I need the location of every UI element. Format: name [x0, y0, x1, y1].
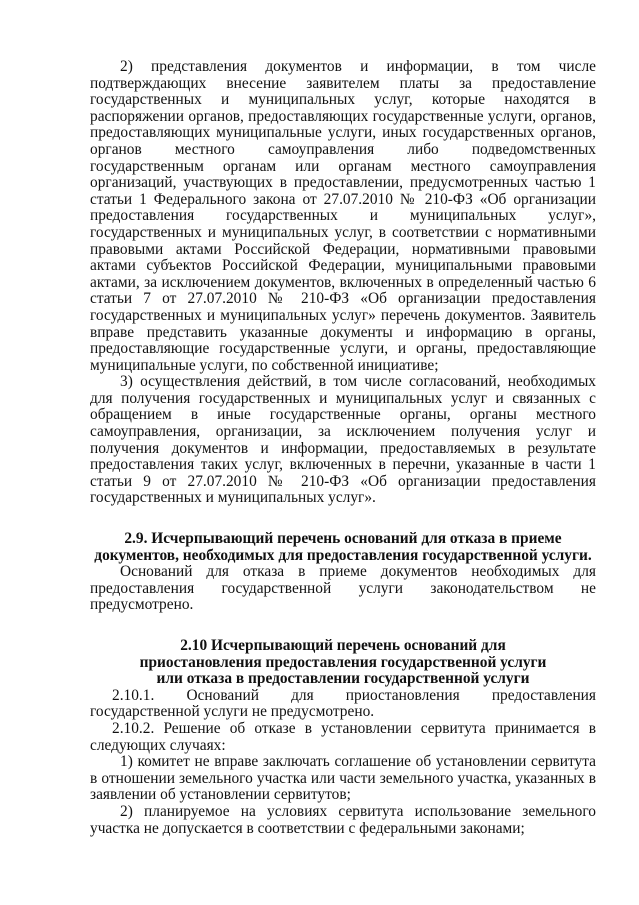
- paragraph-item-3: 3) осуществления действий, в том числе согласований, необходимых для получения государственных и муниципальных услуг и связанных с обращением в иные государственные органы, органы местного самоуправления, организации, за исключением получения услуг и получения документов и информации, предоставляемых в результате предоставления таких услуг, включенных в перечни, указанные в части 1 статьи 9 от 27.07.2010 № 210-ФЗ «Об организации предоставления государственных и муниципальных услуг».: [90, 373, 596, 507]
- section-2-10-1: 2.10.1. Оснований для приостановления предоставления государственной услуги не предусмотрено.: [90, 686, 596, 721]
- section-2-9-heading-line: 2.9. Исчерпывающий перечень оснований для отказа в приеме: [124, 530, 562, 548]
- section-2-10-2-item-1: 1) комитет не вправе заключать соглашение об установлении сервитута в отношении земельного участка или части земельного участка, указанных в заявлении об установлении сервитутов;: [90, 753, 596, 804]
- spacer: [90, 507, 596, 531]
- spacer: [90, 614, 596, 638]
- section-2-9-heading: [90, 531, 596, 564]
- document-page: [90, 59, 596, 837]
- paragraph-item-2: 2) представления документов и информации, в том числе подтверждающих внесение заявителем платы за предоставление государственных и муниципальных услуг, которые находятся в распоряжении органов, предоставляющих государственные услуги, органов, предоставляющих муниципальные услуги, иных государственных органов, органов местного самоуправления либо подведомственных государственным органам или органам местного самоуправления организаций, участвующих в предоставлении, предусмотренных частью 1 статьи 1 Федерального закона от 27.07.2010 № 210-ФЗ «Об организации предоставления государственных и муниципальных услуг», государственных и муниципальных услуг, в соответствии с нормативными правовыми актами Российской Федерации, нормативными правовыми актами субъектов Российской Федерации, муниципальными правовыми актами, за исключением документов, включенных в определенный частью 6 статьи 7 от 27.07.2010 № 210-ФЗ «Об организации предоставления государственных и муниципальных услуг» перечень документов. Заявитель вправе представить указанные документы и информацию в органы, предоставляющие государственные услуги, и органы, предоставляющие муниципальные услуги, по собственной инициативе;: [90, 58, 596, 374]
- section-2-10-2: 2.10.2. Решение об отказе в установлении сервитута принимается в следующих случаях:: [90, 719, 596, 754]
- section-2-9-body: Оснований для отказа в приеме документов необходимых для предоставления государственной услуги законодательством не предусмотрено.: [90, 563, 596, 614]
- section-2-9-heading-line: документов, необходимых для предоставления государственной услуги.: [94, 546, 592, 564]
- section-2-10-2-item-2: 2) планируемое на условиях сервитута использование земельного участка не допускается в соответствии с федеральными законами;: [90, 802, 596, 837]
- section-2-10-heading-line: или отказа в предоставлении государственной услуги: [156, 670, 530, 688]
- section-2-10-heading-line: приостановления предоставления государственной услуги: [139, 653, 547, 671]
- section-2-10-heading-line: 2.10 Исчерпывающий перечень оснований для: [180, 637, 506, 654]
- section-2-10-heading: [90, 638, 596, 688]
